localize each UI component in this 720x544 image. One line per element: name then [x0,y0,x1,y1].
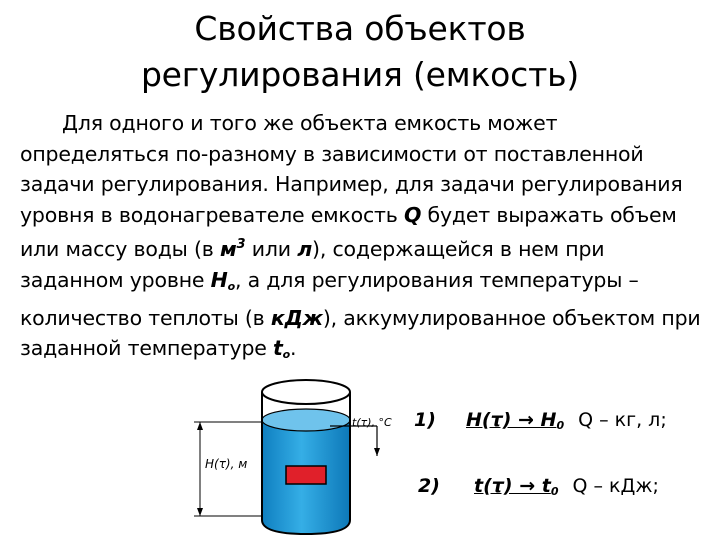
para-text-4: ), содержащейся в нем при заданном уровне [20,237,605,292]
para-text-5: , а для регулирования температуры – количество теплоты (в [20,267,639,330]
level-subscript: o [227,279,235,293]
vessel-rim [262,380,350,404]
para-text-7: . [289,336,297,361]
title-line-1: Свойства объектов [194,9,526,48]
formula-level [414,408,667,438]
formula-expression: H(τ) → H0 [466,409,565,432]
formula-units: Q – кг, л; [578,409,667,431]
formula-units: Q – кДж; [572,475,659,497]
unit-kilojoule: кДж [270,305,323,330]
unit-cubic-meter: м [219,237,237,262]
para-text-1: Для одного и того же объекта емкость может определяться по-разному в зависимости от поставленной задачи регулирования. Например, для задачи регулирования уровня в водонагревателе емкость [20,111,683,227]
formula-temperature [418,474,659,504]
formula-number: 2) [418,475,440,497]
water-tank-figure [180,370,420,540]
capacity-symbol: Q [403,202,422,227]
level-symbol: H [210,267,228,292]
temperature-symbol: t [273,336,283,361]
water-surface [262,409,350,431]
body-paragraph [20,108,710,371]
temperature-label: t(τ), °C [352,416,392,429]
tank-illustration [180,370,420,540]
para-text-6: ), аккумулированное объектом при заданной температуре [20,305,701,361]
para-text-3: или [245,237,298,262]
heater-element [286,466,326,484]
unit-exponent: 3 [236,237,246,253]
formula-number: 1) [414,409,436,431]
title-line-2: регулирования (емкость) [140,55,580,94]
level-label: H(τ), м [205,457,248,471]
unit-liter: л [297,237,313,262]
para-text-2: будет выражать объем или массу воды (в [20,202,677,262]
formula-expression: t(τ) → t0 [474,475,559,498]
temperature-subscript: o [282,348,290,362]
slide-title [0,6,720,98]
